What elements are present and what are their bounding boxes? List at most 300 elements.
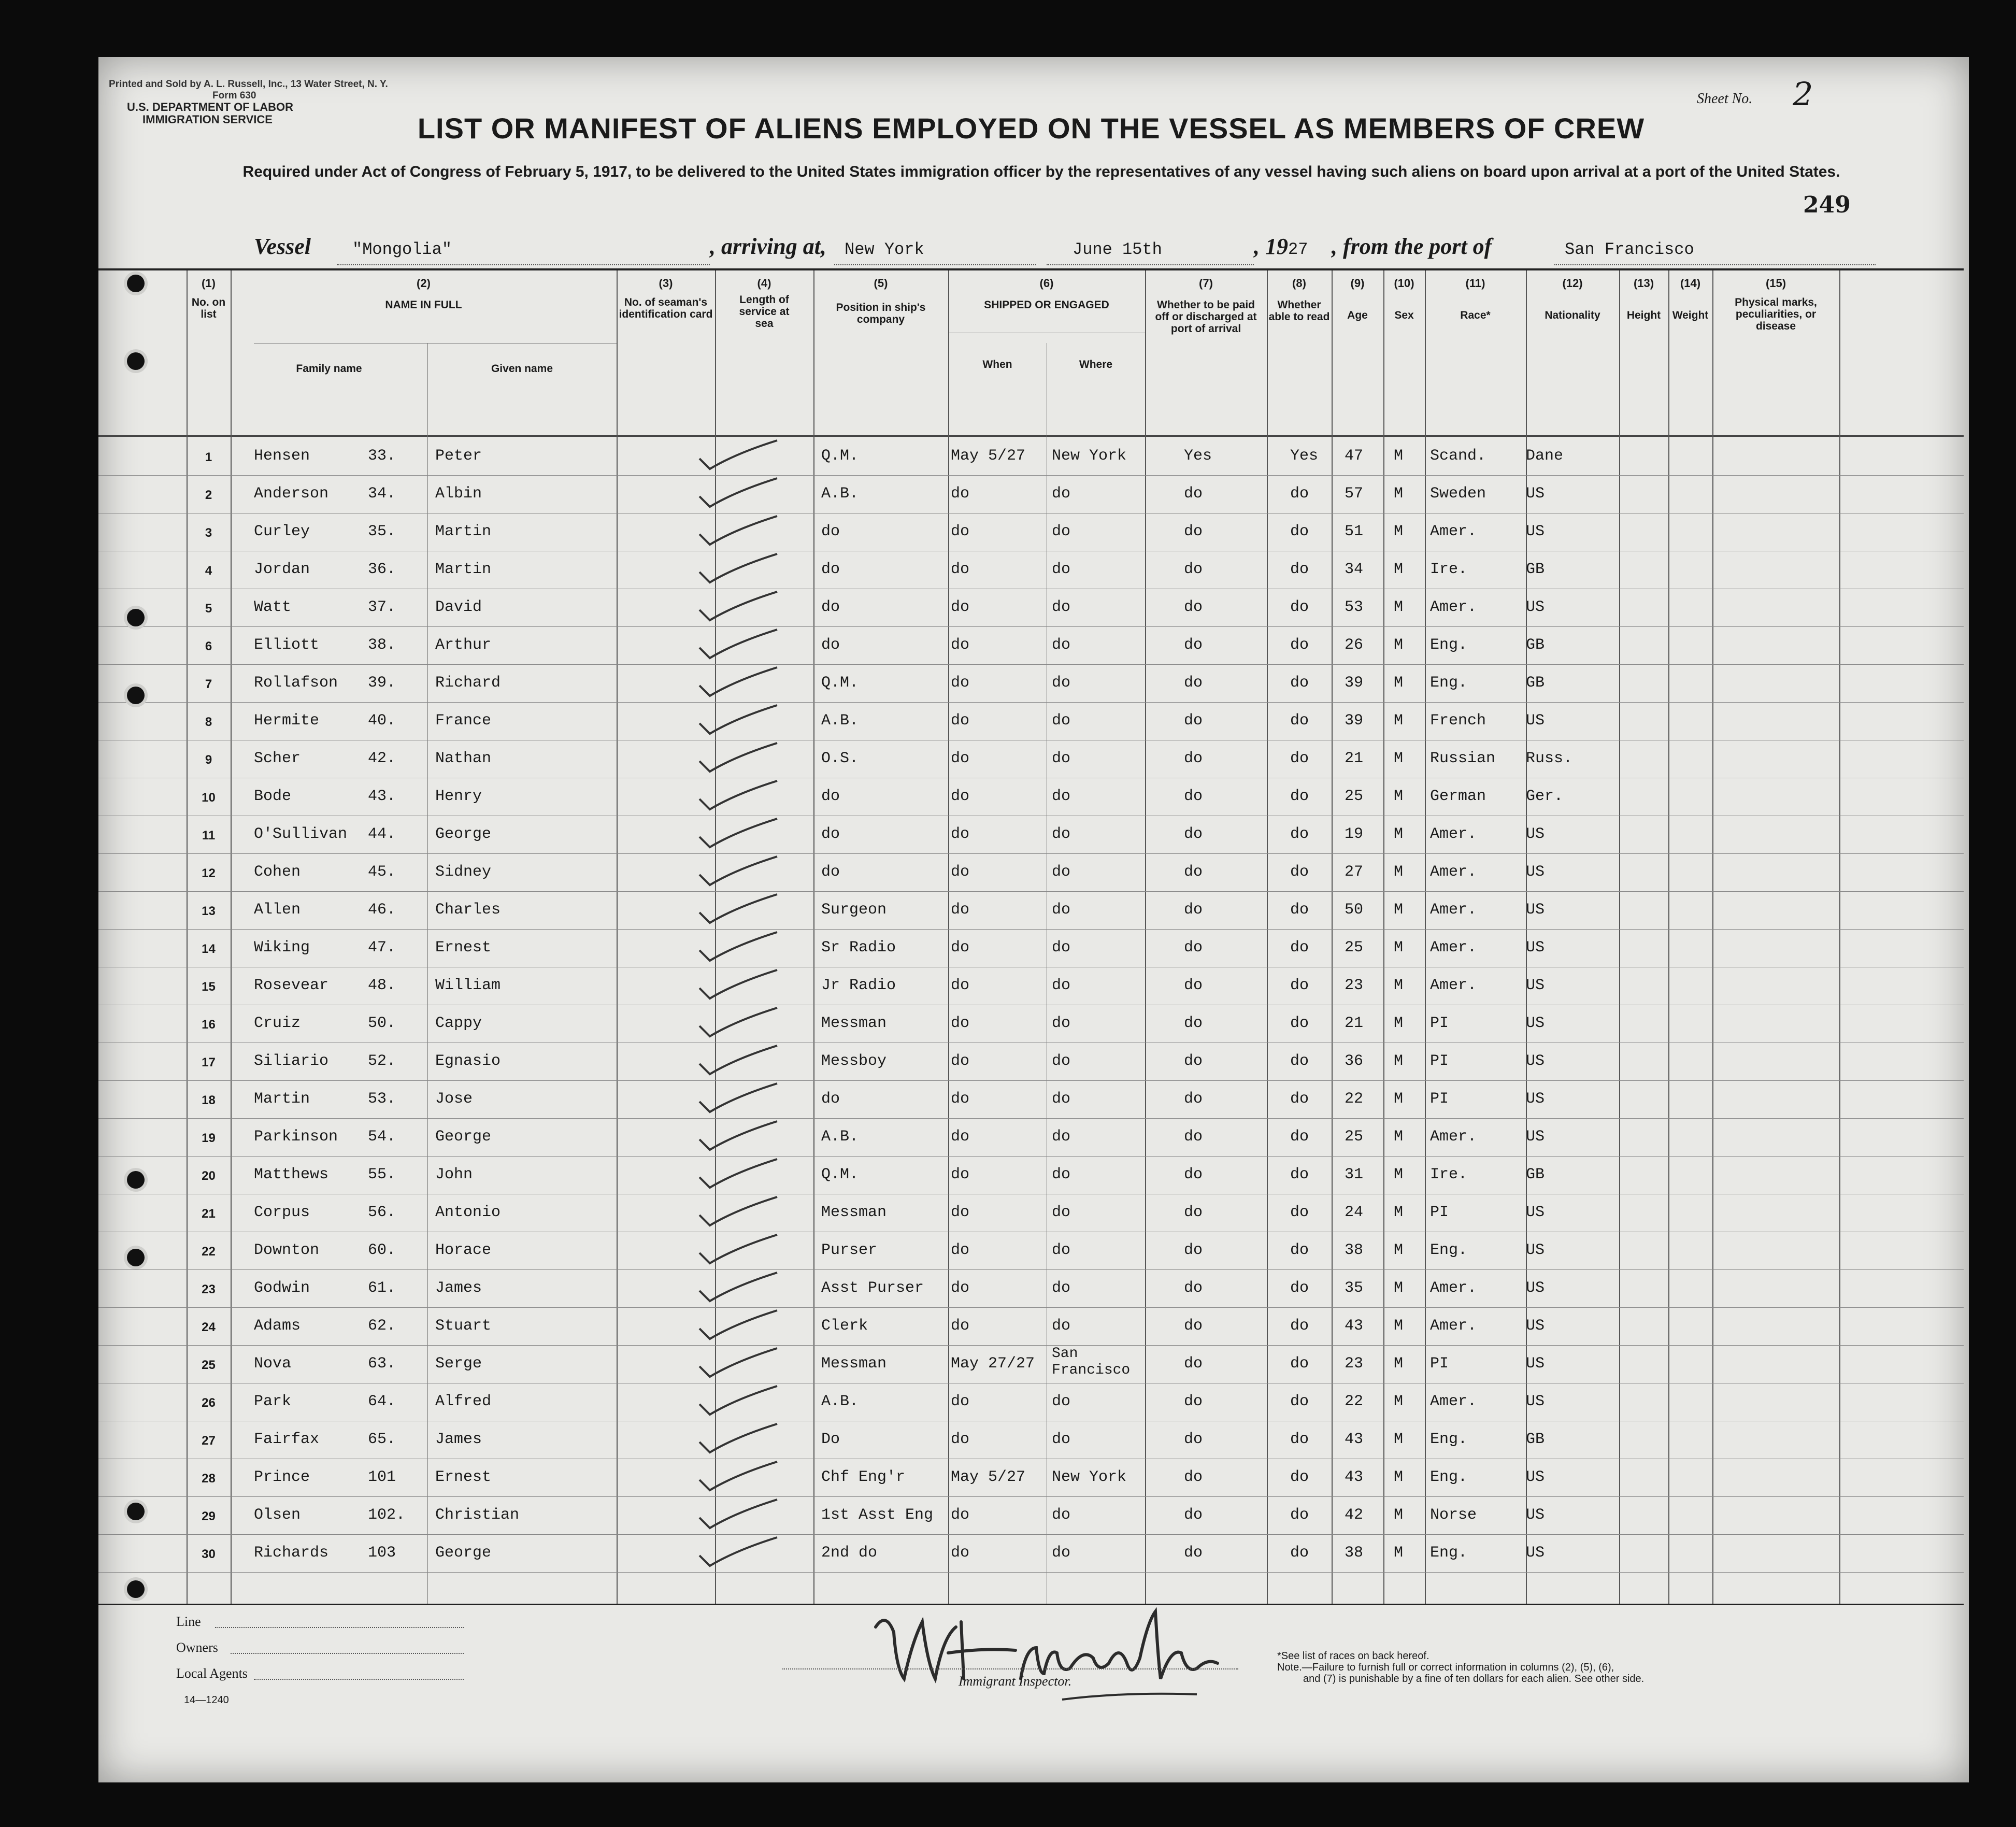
cell-family: Allen <box>254 901 301 919</box>
cell-family: Godwin <box>254 1279 310 1297</box>
cell-age: 21 <box>1345 750 1364 767</box>
check-mark <box>694 1194 782 1231</box>
col11-num: (11) <box>1465 277 1485 290</box>
cell-id: 64. <box>368 1393 396 1410</box>
cell-read: do <box>1290 1431 1309 1448</box>
cell-family: Anderson <box>254 485 329 503</box>
cell-where: do <box>1052 523 1071 540</box>
cell-position: Asst Purser <box>821 1279 924 1297</box>
sheet-no-label: Sheet No. <box>1697 91 1753 107</box>
col10-label: Sex <box>1394 309 1414 321</box>
cell-age: 53 <box>1345 598 1364 616</box>
vessel-name-field <box>337 233 710 265</box>
binder-hole <box>127 687 145 704</box>
cell-when: do <box>951 1506 970 1524</box>
check-mark <box>694 1459 782 1495</box>
check-mark <box>694 627 782 663</box>
cell-no: 8 <box>205 715 212 729</box>
cell-id: 45. <box>368 863 396 881</box>
cell-sex: M <box>1394 561 1404 578</box>
cell-where: do <box>1052 1090 1071 1108</box>
cell-where: do <box>1052 1393 1071 1410</box>
cell-id: 46. <box>368 901 396 919</box>
cell-position: do <box>821 561 840 578</box>
cell-age: 26 <box>1345 636 1364 654</box>
cell-when: do <box>951 863 970 881</box>
from-port-field <box>1554 233 1876 265</box>
cell-race: Eng. <box>1430 674 1468 692</box>
cell-position: Q.M. <box>821 447 859 465</box>
cell-read: do <box>1290 1090 1309 1108</box>
cell-no: 7 <box>205 677 212 691</box>
cell-paid: do <box>1184 1393 1203 1410</box>
cell-nat: US <box>1526 523 1545 540</box>
cell-paid: do <box>1184 1279 1203 1297</box>
cell-sex: M <box>1394 485 1404 503</box>
col4-label: Length of service at sea <box>739 294 790 330</box>
col14-num: (14) <box>1680 277 1701 290</box>
cell-sex: M <box>1394 750 1404 767</box>
cell-family: Rollafson <box>254 674 338 692</box>
cell-read: do <box>1290 1128 1309 1146</box>
cell-family: Parkinson <box>254 1128 338 1146</box>
cell-age: 23 <box>1345 977 1364 994</box>
col3-num: (3) <box>659 277 673 290</box>
cell-nat: US <box>1526 598 1545 616</box>
cell-read: do <box>1290 523 1309 540</box>
cell-paid: do <box>1184 1468 1203 1486</box>
cell-read: do <box>1290 1317 1309 1335</box>
table-row <box>98 1119 1964 1157</box>
col6-when: When <box>982 359 1012 370</box>
cell-no: 15 <box>202 980 216 994</box>
cell-where: do <box>1052 825 1071 843</box>
cell-no: 1 <box>205 450 212 464</box>
cell-where: do <box>1052 939 1071 957</box>
cell-no: 30 <box>202 1547 216 1561</box>
check-mark <box>694 816 782 852</box>
cell-read: do <box>1290 1393 1309 1410</box>
check-mark <box>694 1497 782 1533</box>
cell-age: 39 <box>1345 712 1364 730</box>
service-name: IMMIGRATION SERVICE <box>142 113 273 126</box>
table-row <box>98 627 1964 665</box>
cell-given: James <box>435 1431 482 1448</box>
cell-no: 2 <box>205 488 212 502</box>
cell-given: France <box>435 712 492 730</box>
cell-given: George <box>435 1544 492 1562</box>
cell-nat: US <box>1526 1393 1545 1410</box>
cell-no: 6 <box>205 639 212 653</box>
cell-race: Eng. <box>1430 1468 1468 1486</box>
cell-read: do <box>1290 485 1309 503</box>
col2-rule <box>254 343 617 344</box>
vessel-name: "Mongolia" <box>352 240 452 259</box>
cell-read: Yes <box>1290 447 1319 465</box>
cell-where: do <box>1052 750 1071 767</box>
cell-family: Downton <box>254 1241 320 1259</box>
cell-given: William <box>435 977 501 994</box>
cell-age: 25 <box>1345 939 1364 957</box>
col9-label: Age <box>1347 309 1368 321</box>
cell-when: do <box>951 901 970 919</box>
cell-id: 55. <box>368 1166 396 1183</box>
cell-position: Messboy <box>821 1052 887 1070</box>
table-row <box>98 1157 1964 1194</box>
check-mark <box>694 551 782 588</box>
date-field <box>1047 233 1254 265</box>
cell-age: 23 <box>1345 1355 1364 1373</box>
cell-sex: M <box>1394 712 1404 730</box>
cell-family: Cohen <box>254 863 301 881</box>
col2-family: Family name <box>296 363 362 375</box>
cell-read: do <box>1290 1468 1309 1486</box>
cell-nat: GB <box>1526 1166 1545 1183</box>
cell-position: Purser <box>821 1241 878 1259</box>
col2-given: Given name <box>491 363 553 375</box>
cell-family: Hermite <box>254 712 320 730</box>
check-mark <box>694 1346 782 1382</box>
form-title: LIST OR MANIFEST OF ALIENS EMPLOYED ON THE VESSEL AS MEMBERS OF CREW <box>417 112 1645 145</box>
cell-where: do <box>1052 977 1071 994</box>
cell-family: Martin <box>254 1090 310 1108</box>
cell-sex: M <box>1394 1506 1404 1524</box>
cell-id: 102. <box>368 1506 406 1524</box>
cell-family: Nova <box>254 1355 292 1373</box>
cell-read: do <box>1290 750 1309 767</box>
cell-no: 19 <box>202 1131 216 1145</box>
table-row <box>98 476 1964 513</box>
cell-nat: Dane <box>1526 447 1564 465</box>
cell-sex: M <box>1394 1355 1404 1373</box>
cell-nat: GB <box>1526 1431 1545 1448</box>
cell-nat: US <box>1526 1204 1545 1221</box>
cell-position: Messman <box>821 1204 887 1221</box>
col7-label: Whether to be paid off or discharged at port of arrival <box>1155 299 1257 335</box>
cell-no: 20 <box>202 1169 216 1183</box>
cell-given: George <box>435 1128 492 1146</box>
from-port: San Francisco <box>1565 240 1694 259</box>
cell-nat: GB <box>1526 636 1545 654</box>
cell-paid: do <box>1184 561 1203 578</box>
check-mark <box>694 438 782 474</box>
cell-position: A.B. <box>821 1128 859 1146</box>
col1-num: (1) <box>202 277 216 290</box>
form-subtitle: Required under Act of Congress of February 5, 1917, to be delivered to the United States immigration officer by the representatives of any vessel having such aliens on board upon arrival at a port of the United States. <box>242 163 1840 180</box>
page-stamp: 249 <box>1803 192 1851 218</box>
cell-where: do <box>1052 1317 1071 1335</box>
cell-paid: do <box>1184 1204 1203 1221</box>
table-row <box>98 1232 1964 1270</box>
check-mark <box>694 930 782 966</box>
cell-when: do <box>951 598 970 616</box>
cell-paid: do <box>1184 1166 1203 1183</box>
cell-where: do <box>1052 598 1071 616</box>
table-row <box>98 1459 1964 1497</box>
cell-race: PI <box>1430 1052 1449 1070</box>
cell-where: do <box>1052 1544 1071 1562</box>
cell-where: do <box>1052 1015 1071 1032</box>
cell-id: 33. <box>368 447 396 465</box>
cell-sex: M <box>1394 977 1404 994</box>
cell-paid: do <box>1184 1355 1203 1373</box>
cell-where: do <box>1052 1431 1071 1448</box>
line-field <box>215 1627 464 1628</box>
cell-age: 47 <box>1345 447 1364 465</box>
cell-race: Norse <box>1430 1506 1477 1524</box>
cell-when: do <box>951 1431 970 1448</box>
check-mark <box>694 1270 782 1306</box>
cell-age: 43 <box>1345 1431 1364 1448</box>
cell-nat: Ger. <box>1526 788 1564 805</box>
cell-when: do <box>951 1015 970 1032</box>
arriving-port: New York <box>845 240 924 259</box>
cell-given: Arthur <box>435 636 492 654</box>
cell-position: Jr Radio <box>821 977 896 994</box>
cell-race: German <box>1430 788 1486 805</box>
cell-race: PI <box>1430 1355 1449 1373</box>
cell-family: Wiking <box>254 939 310 957</box>
arriving-port-field <box>834 233 1036 265</box>
cell-when: May 27/27 <box>951 1355 1035 1373</box>
cell-paid: do <box>1184 1544 1203 1562</box>
cell-position: do <box>821 1090 840 1108</box>
binder-hole <box>127 1249 145 1266</box>
cell-given: David <box>435 598 482 616</box>
cell-race: Amer. <box>1430 1279 1477 1297</box>
cell-when: do <box>951 939 970 957</box>
cell-race: Amer. <box>1430 598 1477 616</box>
cell-position: do <box>821 863 840 881</box>
cell-age: 21 <box>1345 1015 1364 1032</box>
table-row <box>98 551 1964 589</box>
cell-given: John <box>435 1166 473 1183</box>
cell-given: George <box>435 825 492 843</box>
table-row <box>98 1270 1964 1308</box>
cell-sex: M <box>1394 598 1404 616</box>
cell-when: do <box>951 825 970 843</box>
cell-id: 38. <box>368 636 396 654</box>
cell-id: 35. <box>368 523 396 540</box>
cell-sex: M <box>1394 1204 1404 1221</box>
cell-no: 12 <box>202 866 216 880</box>
check-mark <box>694 589 782 625</box>
cell-given: Henry <box>435 788 482 805</box>
col11-label: Race* <box>1460 309 1491 321</box>
cell-race: Amer. <box>1430 977 1477 994</box>
cell-where: San Francisco <box>1052 1346 1131 1378</box>
cell-read: do <box>1290 1241 1309 1259</box>
check-mark <box>694 1157 782 1193</box>
cell-read: do <box>1290 561 1309 578</box>
cell-id: 52. <box>368 1052 396 1070</box>
cell-no: 28 <box>202 1472 216 1486</box>
table-row <box>98 1081 1964 1119</box>
cell-age: 38 <box>1345 1241 1364 1259</box>
cell-read: do <box>1290 788 1309 805</box>
cell-given: Antonio <box>435 1204 501 1221</box>
cell-when: do <box>951 788 970 805</box>
cell-position: 2nd do <box>821 1544 878 1562</box>
cell-nat: US <box>1526 825 1545 843</box>
col10-num: (10) <box>1394 277 1414 290</box>
cell-age: 31 <box>1345 1166 1364 1183</box>
cell-where: do <box>1052 1279 1071 1297</box>
cell-paid: do <box>1184 1052 1203 1070</box>
arrival-date: June 15th <box>1073 240 1162 259</box>
cell-sex: M <box>1394 1468 1404 1486</box>
cell-position: Messman <box>821 1355 887 1373</box>
cell-given: Nathan <box>435 750 492 767</box>
cell-id: 37. <box>368 598 396 616</box>
cell-nat: US <box>1526 1544 1545 1562</box>
col4-num: (4) <box>757 277 771 290</box>
cell-position: Chf Eng'r <box>821 1468 906 1486</box>
cell-no: 13 <box>202 904 216 918</box>
cell-race: Russian <box>1430 750 1496 767</box>
cell-no: 29 <box>202 1509 216 1523</box>
check-mark <box>694 854 782 890</box>
cell-race: Amer. <box>1430 1128 1477 1146</box>
table-row <box>98 438 1964 476</box>
col5-label: Position in ship's company <box>836 302 926 325</box>
cell-paid: do <box>1184 1317 1203 1335</box>
cell-read: do <box>1290 939 1309 957</box>
cell-given: Martin <box>435 523 492 540</box>
cell-id: 61. <box>368 1279 396 1297</box>
cell-read: do <box>1290 863 1309 881</box>
note-races: *See list of races on back hereof. <box>1277 1650 1429 1662</box>
cell-given: Martin <box>435 561 492 578</box>
cell-sex: M <box>1394 939 1404 957</box>
cell-id: 43. <box>368 788 396 805</box>
table-row <box>98 892 1964 930</box>
cell-id: 36. <box>368 561 396 578</box>
footer-notes <box>1277 1650 1873 1685</box>
cell-age: 43 <box>1345 1468 1364 1486</box>
cell-read: do <box>1290 598 1309 616</box>
cell-position: 1st Asst Eng <box>821 1506 934 1524</box>
cell-when: do <box>951 1544 970 1562</box>
cell-read: do <box>1290 712 1309 730</box>
cell-sex: M <box>1394 447 1404 465</box>
cell-id: 47. <box>368 939 396 957</box>
cell-when: do <box>951 1317 970 1335</box>
check-mark <box>694 967 782 1004</box>
cell-family: Scher <box>254 750 301 767</box>
cell-when: do <box>951 977 970 994</box>
cell-sex: M <box>1394 863 1404 881</box>
cell-id: 42. <box>368 750 396 767</box>
cell-age: 34 <box>1345 561 1364 578</box>
cell-race: French <box>1430 712 1486 730</box>
cell-given: Christian <box>435 1506 520 1524</box>
table-row <box>98 1308 1964 1346</box>
cell-no: 18 <box>202 1093 216 1107</box>
cell-when: do <box>951 674 970 692</box>
cell-paid: do <box>1184 1015 1203 1032</box>
cell-age: 24 <box>1345 1204 1364 1221</box>
cell-age: 25 <box>1345 788 1364 805</box>
note-fine-2: and (7) is punishable by a fine of ten dollars for each alien. See other side. <box>1303 1673 1645 1685</box>
year-prefix: , 19 <box>1254 234 1288 259</box>
cell-sex: M <box>1394 1015 1404 1032</box>
cell-family: Jordan <box>254 561 310 578</box>
crew-table-body <box>98 438 1964 1573</box>
cell-nat: US <box>1526 1015 1545 1032</box>
cell-read: do <box>1290 1506 1309 1524</box>
owners-field <box>231 1653 464 1654</box>
cell-nat: GB <box>1526 674 1545 692</box>
cell-position: Sr Radio <box>821 939 896 957</box>
cell-nat: US <box>1526 1052 1545 1070</box>
cell-where: do <box>1052 1506 1071 1524</box>
cell-read: do <box>1290 1279 1309 1297</box>
table-row <box>98 816 1964 854</box>
cell-position: A.B. <box>821 1393 859 1410</box>
cell-given: Ernest <box>435 939 492 957</box>
cell-family: Curley <box>254 523 310 540</box>
cell-when: do <box>951 1204 970 1221</box>
cell-age: 38 <box>1345 1544 1364 1562</box>
printer-imprint <box>109 79 388 102</box>
check-mark <box>694 665 782 701</box>
cell-no: 26 <box>202 1396 216 1410</box>
cell-when: do <box>951 1166 970 1183</box>
cell-given: Peter <box>435 447 482 465</box>
cell-no: 4 <box>205 564 212 578</box>
cell-paid: do <box>1184 1431 1203 1448</box>
cell-where: do <box>1052 788 1071 805</box>
cell-given: Richard <box>435 674 501 692</box>
agents-label: Local Agents <box>176 1666 248 1681</box>
table-row <box>98 589 1964 627</box>
col6-num: (6) <box>1039 277 1054 290</box>
cell-age: 42 <box>1345 1506 1364 1524</box>
cell-read: do <box>1290 674 1309 692</box>
cell-read: do <box>1290 1166 1309 1183</box>
cell-where: do <box>1052 1204 1071 1221</box>
cell-given: Albin <box>435 485 482 503</box>
cell-paid: Yes <box>1184 447 1212 465</box>
cell-age: 19 <box>1345 825 1364 843</box>
cell-id: 62. <box>368 1317 396 1335</box>
binder-hole <box>127 1171 145 1189</box>
cell-nat: US <box>1526 712 1545 730</box>
cell-age: 43 <box>1345 1317 1364 1335</box>
cell-read: do <box>1290 1544 1309 1562</box>
cell-family: Siliario <box>254 1052 329 1070</box>
department-name: U.S. DEPARTMENT OF LABOR <box>127 101 294 113</box>
check-mark <box>694 476 782 512</box>
cell-race: Eng. <box>1430 636 1468 654</box>
year-field <box>1254 233 1308 264</box>
check-mark <box>694 1081 782 1117</box>
line-label: Line <box>176 1614 201 1629</box>
cell-paid: do <box>1184 523 1203 540</box>
cell-nat: US <box>1526 939 1545 957</box>
cell-nat: US <box>1526 901 1545 919</box>
cell-read: do <box>1290 636 1309 654</box>
cell-where: do <box>1052 901 1071 919</box>
vessel-label: Vessel <box>254 234 311 259</box>
cell-race: Eng. <box>1430 1241 1468 1259</box>
cell-paid: do <box>1184 598 1203 616</box>
cell-read: do <box>1290 977 1309 994</box>
col5-num: (5) <box>874 277 888 290</box>
check-mark <box>694 513 782 550</box>
manifest-sheet <box>98 57 1969 1782</box>
